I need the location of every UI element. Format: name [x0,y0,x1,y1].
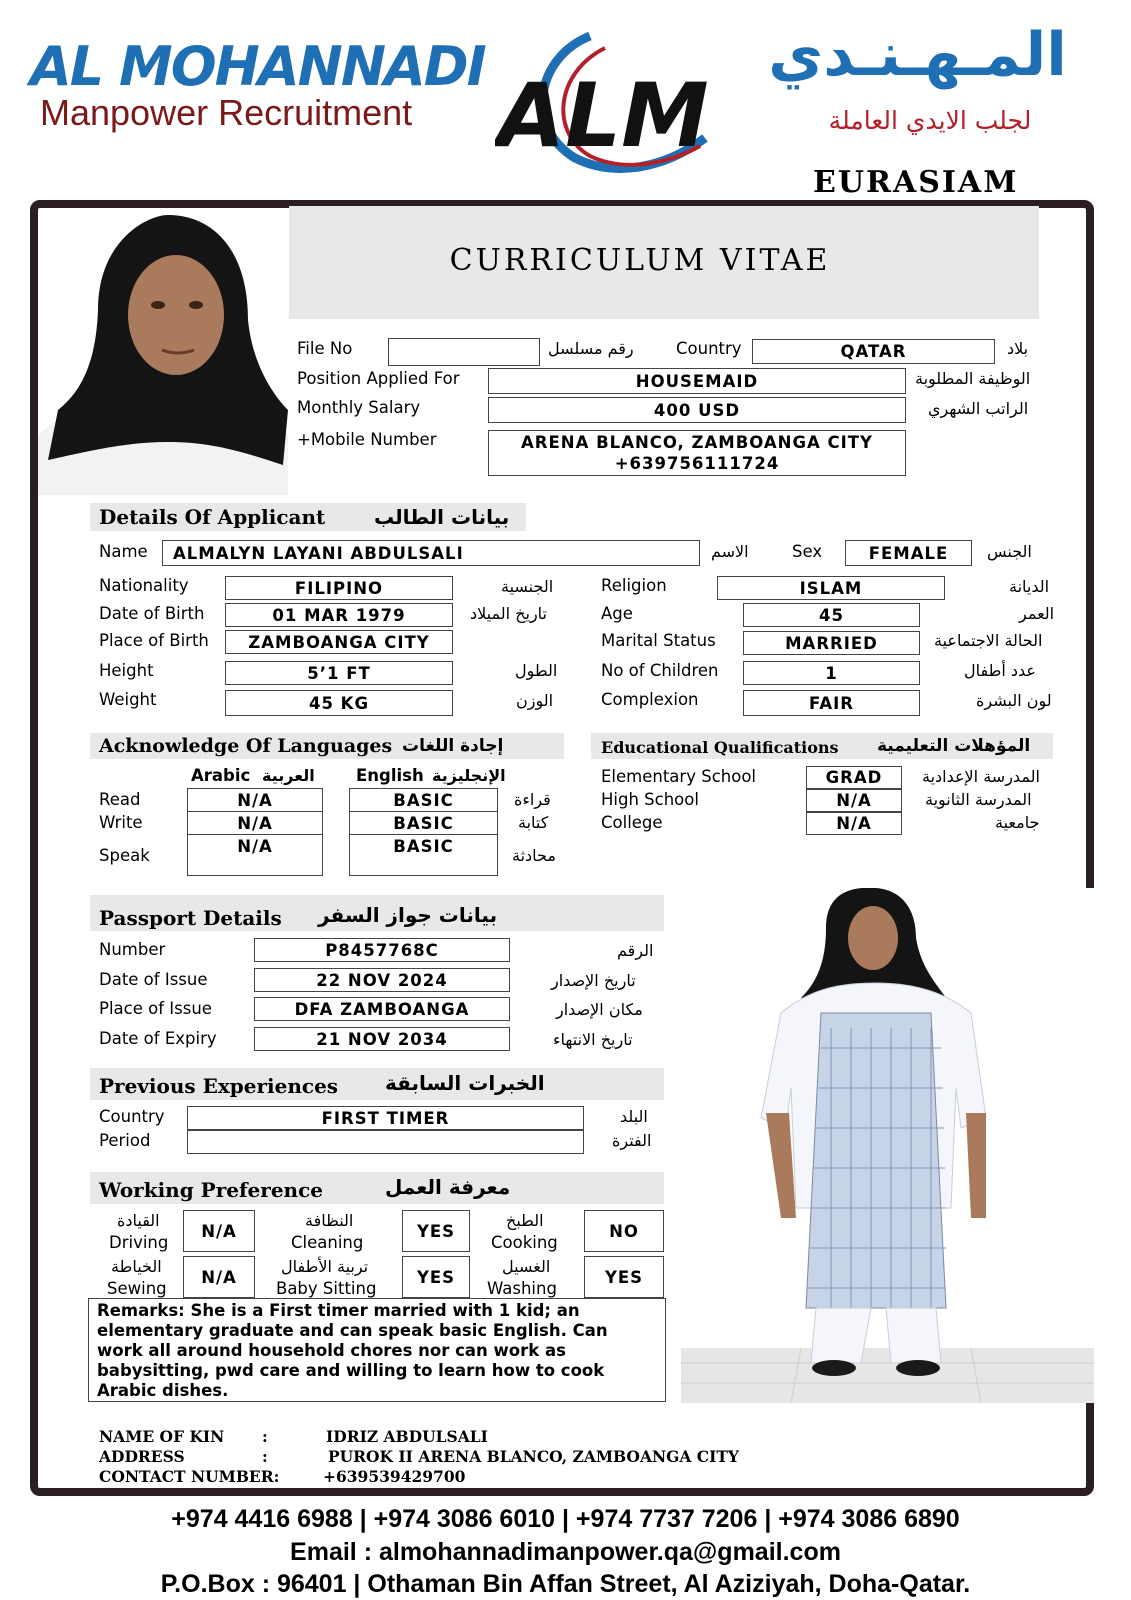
religion-label: Religion [601,576,667,595]
arabic-read-value: N/A [237,790,273,810]
children-value: 1 [743,661,920,685]
cleaning-label: Cleaning [291,1233,364,1252]
issue-date-label: Date of Issue [99,970,208,989]
brand-subtitle-english: Manpower Recruitment [40,92,413,133]
experience-period-value [187,1130,584,1154]
footer-address: P.O.Box : 96401 | Othaman Bin Affan Street, Al Aziziyah, Doha-Qatar. [160,1570,971,1598]
elementary-label: Elementary School [601,767,756,786]
passport-number-label: Number [99,940,166,959]
sewing-label: Sewing [107,1279,167,1298]
brand-name-arabic: المـهـنـدي [768,20,1067,90]
english-write-value: BASIC [393,813,454,833]
college-label: College [601,813,663,832]
english-speak-value: BASIC [393,836,454,856]
speak-arabic: محادثة [512,846,556,865]
kin-name-label: NAME OF KIN [99,1427,225,1446]
footer-email: Email : almohannadimanpower.qa@gmail.com [290,1538,841,1566]
logo-text: ALM [497,64,709,167]
complexion-arabic: لون البشرة [976,691,1052,710]
cv-title-band [289,285,1039,319]
country-arabic: بلاد [1007,339,1029,358]
languages-section-title: Acknowledge Of Languages [99,735,393,757]
education-section-title-arabic: المؤهلات التعليمية [877,736,1031,756]
position-arabic: الوظيفة المطلوبة [915,369,1031,388]
english-read-value: BASIC [393,790,454,810]
read-arabic: قراءة [514,790,551,809]
brand-name-english: AL MOHANNADI [30,35,485,98]
sex-arabic: الجنس [987,542,1032,561]
salary-value: 400 USD [488,397,906,423]
mobile-label: +Mobile Number [297,430,437,449]
expiry-date-label: Date of Expiry [99,1029,217,1048]
driving-value: N/A [183,1210,255,1252]
baby-sitting-value: YES [402,1256,470,1298]
age-arabic: العمر [1019,604,1055,623]
issue-place-arabic: مكان الإصدار [556,1000,643,1019]
country-value: QATAR [752,339,995,364]
mobile-line-1: ARENA BLANCO, ZAMBOANGA CITY [521,433,873,452]
mobile-line-2: +639756111724 [614,454,780,473]
weight-value: 45 KG [225,690,453,716]
file-no-value [388,338,540,366]
expiry-date-value: 21 NOV 2034 [254,1027,510,1051]
height-arabic: الطول [515,661,558,680]
name-value: ALMALYN LAYANI ABDULSALI [162,540,700,566]
kin-address-value: PUROK II ARENA BLANCO, ZAMBOANGA CITY [328,1447,739,1466]
weight-label: Weight [99,690,157,709]
experience-country-value: FIRST TIMER [187,1106,584,1130]
preference-section-title-arabic: معرفة العمل [385,1175,511,1199]
elementary-value: GRAD [806,766,902,789]
applicant-full-body-photo [681,888,1094,1403]
passport-section-title: Passport Details [99,906,282,930]
kin-contact-label: CONTACT NUMBER: [99,1467,280,1486]
experience-country-label: Country [99,1107,165,1126]
speak-label: Speak [99,846,150,865]
kin-name-separator: : [262,1427,268,1446]
washing-arabic: الغسيل [502,1257,551,1276]
applicant-section-title-arabic: بيانات الطالب [374,505,510,529]
washing-label: Washing [487,1279,557,1298]
religion-value: ISLAM [717,576,945,600]
arabic-column-label: Arabic [191,766,251,785]
languages-section-title-arabic: إجادة اللغات [402,736,504,756]
file-no-label: File No [297,339,353,358]
marital-status-label: Marital Status [601,631,716,650]
height-label: Height [99,661,154,680]
marital-status-value: MARRIED [743,631,920,655]
sex-label: Sex [792,542,823,561]
name-arabic: الاسم [711,542,749,561]
issue-place-value: DFA ZAMBOANGA [254,997,510,1021]
applicant-section-title: Details Of Applicant [99,505,326,529]
age-value: 45 [743,603,920,627]
cooking-value: NO [584,1210,664,1252]
position-value: HOUSEMAID [488,368,906,394]
arabic-write-value: N/A [237,813,273,833]
issue-date-value: 22 NOV 2024 [254,968,510,992]
religion-arabic: الديانة [1009,577,1050,596]
nationality-value: FILIPINO [225,576,453,600]
write-label: Write [99,813,143,832]
preference-section-title: Working Preference [99,1178,323,1202]
baby-sitting-label: Baby Sitting [276,1279,377,1298]
experience-section-title: Previous Experiences [99,1074,339,1098]
passport-number-arabic: الرقم [617,941,654,960]
experience-section-title-arabic: الخبرات السابقة [385,1071,545,1095]
dob-arabic: تاريخ الميلاد [470,604,547,623]
branch-name: EURASIAM [813,165,1019,200]
position-label: Position Applied For [297,369,460,388]
kin-address-separator: : [262,1447,268,1466]
washing-value: YES [584,1256,664,1298]
remarks: Remarks: She is a First timer married with 1 kid; an elementary graduate and can speak basic English. Can work all around household chores nor can work as babysitting, pwd care and willing to learn how to cook Arabic dishes. [88,1298,666,1402]
children-label: No of Children [601,661,719,680]
file-no-arabic: رقم مسلسل [548,339,634,358]
cooking-arabic: الطبخ [506,1211,544,1230]
dob-label: Date of Birth [99,604,205,623]
alm-logo [495,18,725,178]
kin-address-label: ADDRESS [99,1447,185,1466]
passport-section-title-arabic: بيانات جواز السفر [318,903,498,927]
education-section-title: Educational Qualifications [601,738,839,757]
sewing-value: N/A [183,1256,255,1298]
complexion-label: Complexion [601,690,699,709]
driving-label: Driving [109,1233,169,1252]
children-arabic: عدد أطفال [964,661,1036,680]
salary-arabic: الراتب الشهري [928,399,1029,418]
driving-arabic: القيادة [117,1211,160,1230]
nationality-arabic: الجنسية [501,577,554,596]
read-label: Read [99,790,141,809]
marital-status-arabic: الحالة الاجتماعية [934,631,1043,650]
age-label: Age [601,604,633,623]
mobile-value [488,430,906,476]
brand-subtitle-arabic: لجلب الايدي العاملة [828,106,1032,135]
write-arabic: كتابة [518,813,549,832]
dob-value: 01 MAR 1979 [225,603,453,627]
cleaning-value: YES [402,1210,470,1252]
applicant-portrait-photo [38,210,288,495]
footer-phones: +974 4416 6988 | +974 3086 6010 | +974 7737 7206 | +974 3086 6890 [171,1505,960,1533]
arabic-column-label-arabic: العربية [262,766,315,785]
pob-value: ZAMBOANGA CITY [225,630,453,654]
kin-contact-value: +639539429700 [323,1467,466,1486]
issue-place-label: Place of Issue [99,999,212,1018]
pob-label: Place of Birth [99,631,209,650]
salary-label: Monthly Salary [297,398,421,417]
passport-number-value: P8457768C [254,938,510,962]
height-value: 5’1 FT [225,661,453,685]
experience-country-arabic: البلد [620,1107,648,1126]
high-school-label: High School [601,790,699,809]
weight-arabic: الوزن [516,691,554,710]
sex-value: FEMALE [845,540,972,566]
expiry-date-arabic: تاريخ الانتهاء [553,1030,633,1049]
country-label: Country [676,339,742,358]
issue-date-arabic: تاريخ الإصدار [551,971,636,990]
college-value: N/A [806,812,902,835]
baby-sitting-arabic: تربية الأطفال [281,1257,369,1276]
name-label: Name [99,542,148,561]
complexion-value: FAIR [743,690,920,716]
high-school-arabic: المدرسة الثانوية [925,790,1032,809]
cooking-label: Cooking [491,1233,558,1252]
experience-period-label: Period [99,1131,151,1150]
elementary-arabic: المدرسة الإعدادية [922,767,1040,786]
english-column-label-arabic: الإنجليزية [432,766,506,785]
nationality-label: Nationality [99,576,189,595]
college-arabic: جامعية [995,813,1040,832]
cv-title: CURRICULUM VITAE [449,243,831,278]
experience-period-arabic: الفترة [612,1131,652,1150]
english-column-label: English [356,766,424,785]
kin-name-value: IDRIZ ABDULSALI [326,1427,488,1446]
high-school-value: N/A [806,789,902,812]
cleaning-arabic: النظافة [305,1211,354,1230]
arabic-speak-value: N/A [237,836,273,856]
sewing-arabic: الخياطة [111,1257,162,1276]
